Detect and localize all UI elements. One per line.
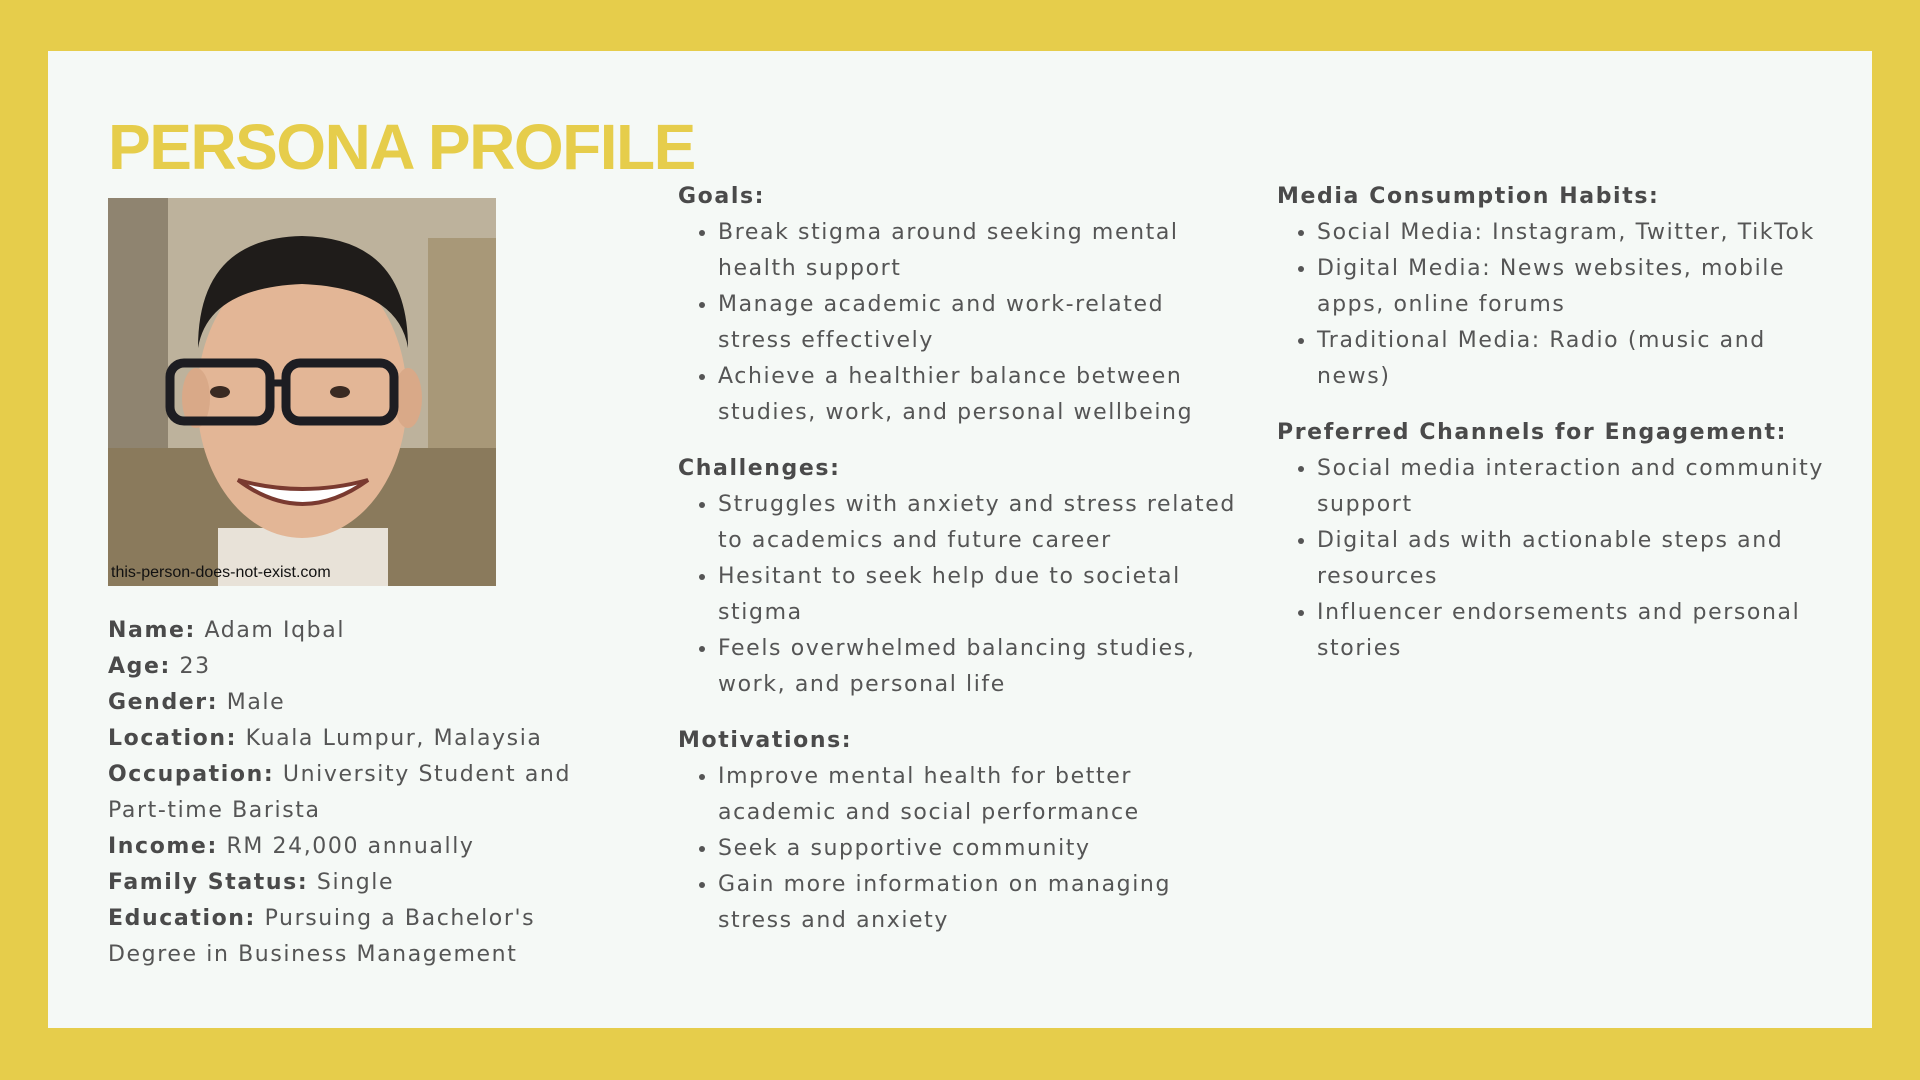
challenges-heading: Challenges: [678,456,841,481]
motivations-section [678,723,1238,939]
list-item: • Improve mental health for better academic and social performance [718,759,1238,831]
list-item: • Traditional Media: Radio (music and news) [1317,323,1837,395]
goals-section [678,179,1238,431]
list-item: • Digital ads with actionable steps and resources [1317,523,1837,595]
person-photo-icon [108,198,496,586]
list-item: • Break stigma around seeking mental health support [718,215,1238,287]
list-item: • Achieve a healthier balance between studies, work, and personal wellbeing [718,359,1238,431]
persona-photo [108,198,496,586]
media-section [1277,179,1837,395]
channels-heading: Preferred Channels for Engagement: [1277,420,1787,445]
media-list [1277,215,1837,395]
media-heading: Media Consumption Habits: [1277,184,1660,209]
demographic-age: Age: 23 [108,654,211,679]
challenges-section [678,451,1238,703]
motivations-heading: Motivations: [678,728,853,753]
motivations-list [678,759,1238,939]
photo-credit: this-person-does-not-exist.com [111,564,331,581]
list-item: • Gain more information on managing stress and anxiety [718,867,1238,939]
list-item: • Seek a supportive community [718,831,1238,867]
challenges-list [678,487,1238,703]
goals-heading: Goals: [678,184,766,209]
goals-list [678,215,1238,431]
channels-section [1277,415,1837,667]
channels-list [1277,451,1837,667]
demographic-income: Income: RM 24,000 annually [108,834,475,859]
list-item: • Struggles with anxiety and stress related to academics and future career [718,487,1238,559]
list-item: • Social Media: Instagram, Twitter, TikTok [1317,215,1837,251]
demographic-location: Location: Kuala Lumpur, Malaysia [108,726,543,751]
list-item: • Influencer endorsements and personal stories [1317,595,1837,667]
middle-column [678,179,1238,959]
demographic-education: Education: Pursuing a Bachelor's Degree in Business Management [108,906,536,967]
persona-card [48,51,1872,1028]
demographic-gender: Gender: Male [108,690,286,715]
right-column [1277,179,1837,687]
demographics [108,613,628,973]
page-title: PERSONA PROFILE [108,111,695,183]
list-item: • Feels overwhelmed balancing studies, work, and personal life [718,631,1238,703]
demographic-family-status: Family Status: Single [108,870,395,895]
list-item: • Manage academic and work-related stress effectively [718,287,1238,359]
list-item: • Social media interaction and community support [1317,451,1837,523]
list-item: • Digital Media: News websites, mobile apps, online forums [1317,251,1837,323]
demographic-occupation: Occupation: University Student and Part-time Barista [108,762,572,823]
demographic-name: Name: Adam Iqbal [108,618,346,643]
list-item: • Hesitant to seek help due to societal stigma [718,559,1238,631]
